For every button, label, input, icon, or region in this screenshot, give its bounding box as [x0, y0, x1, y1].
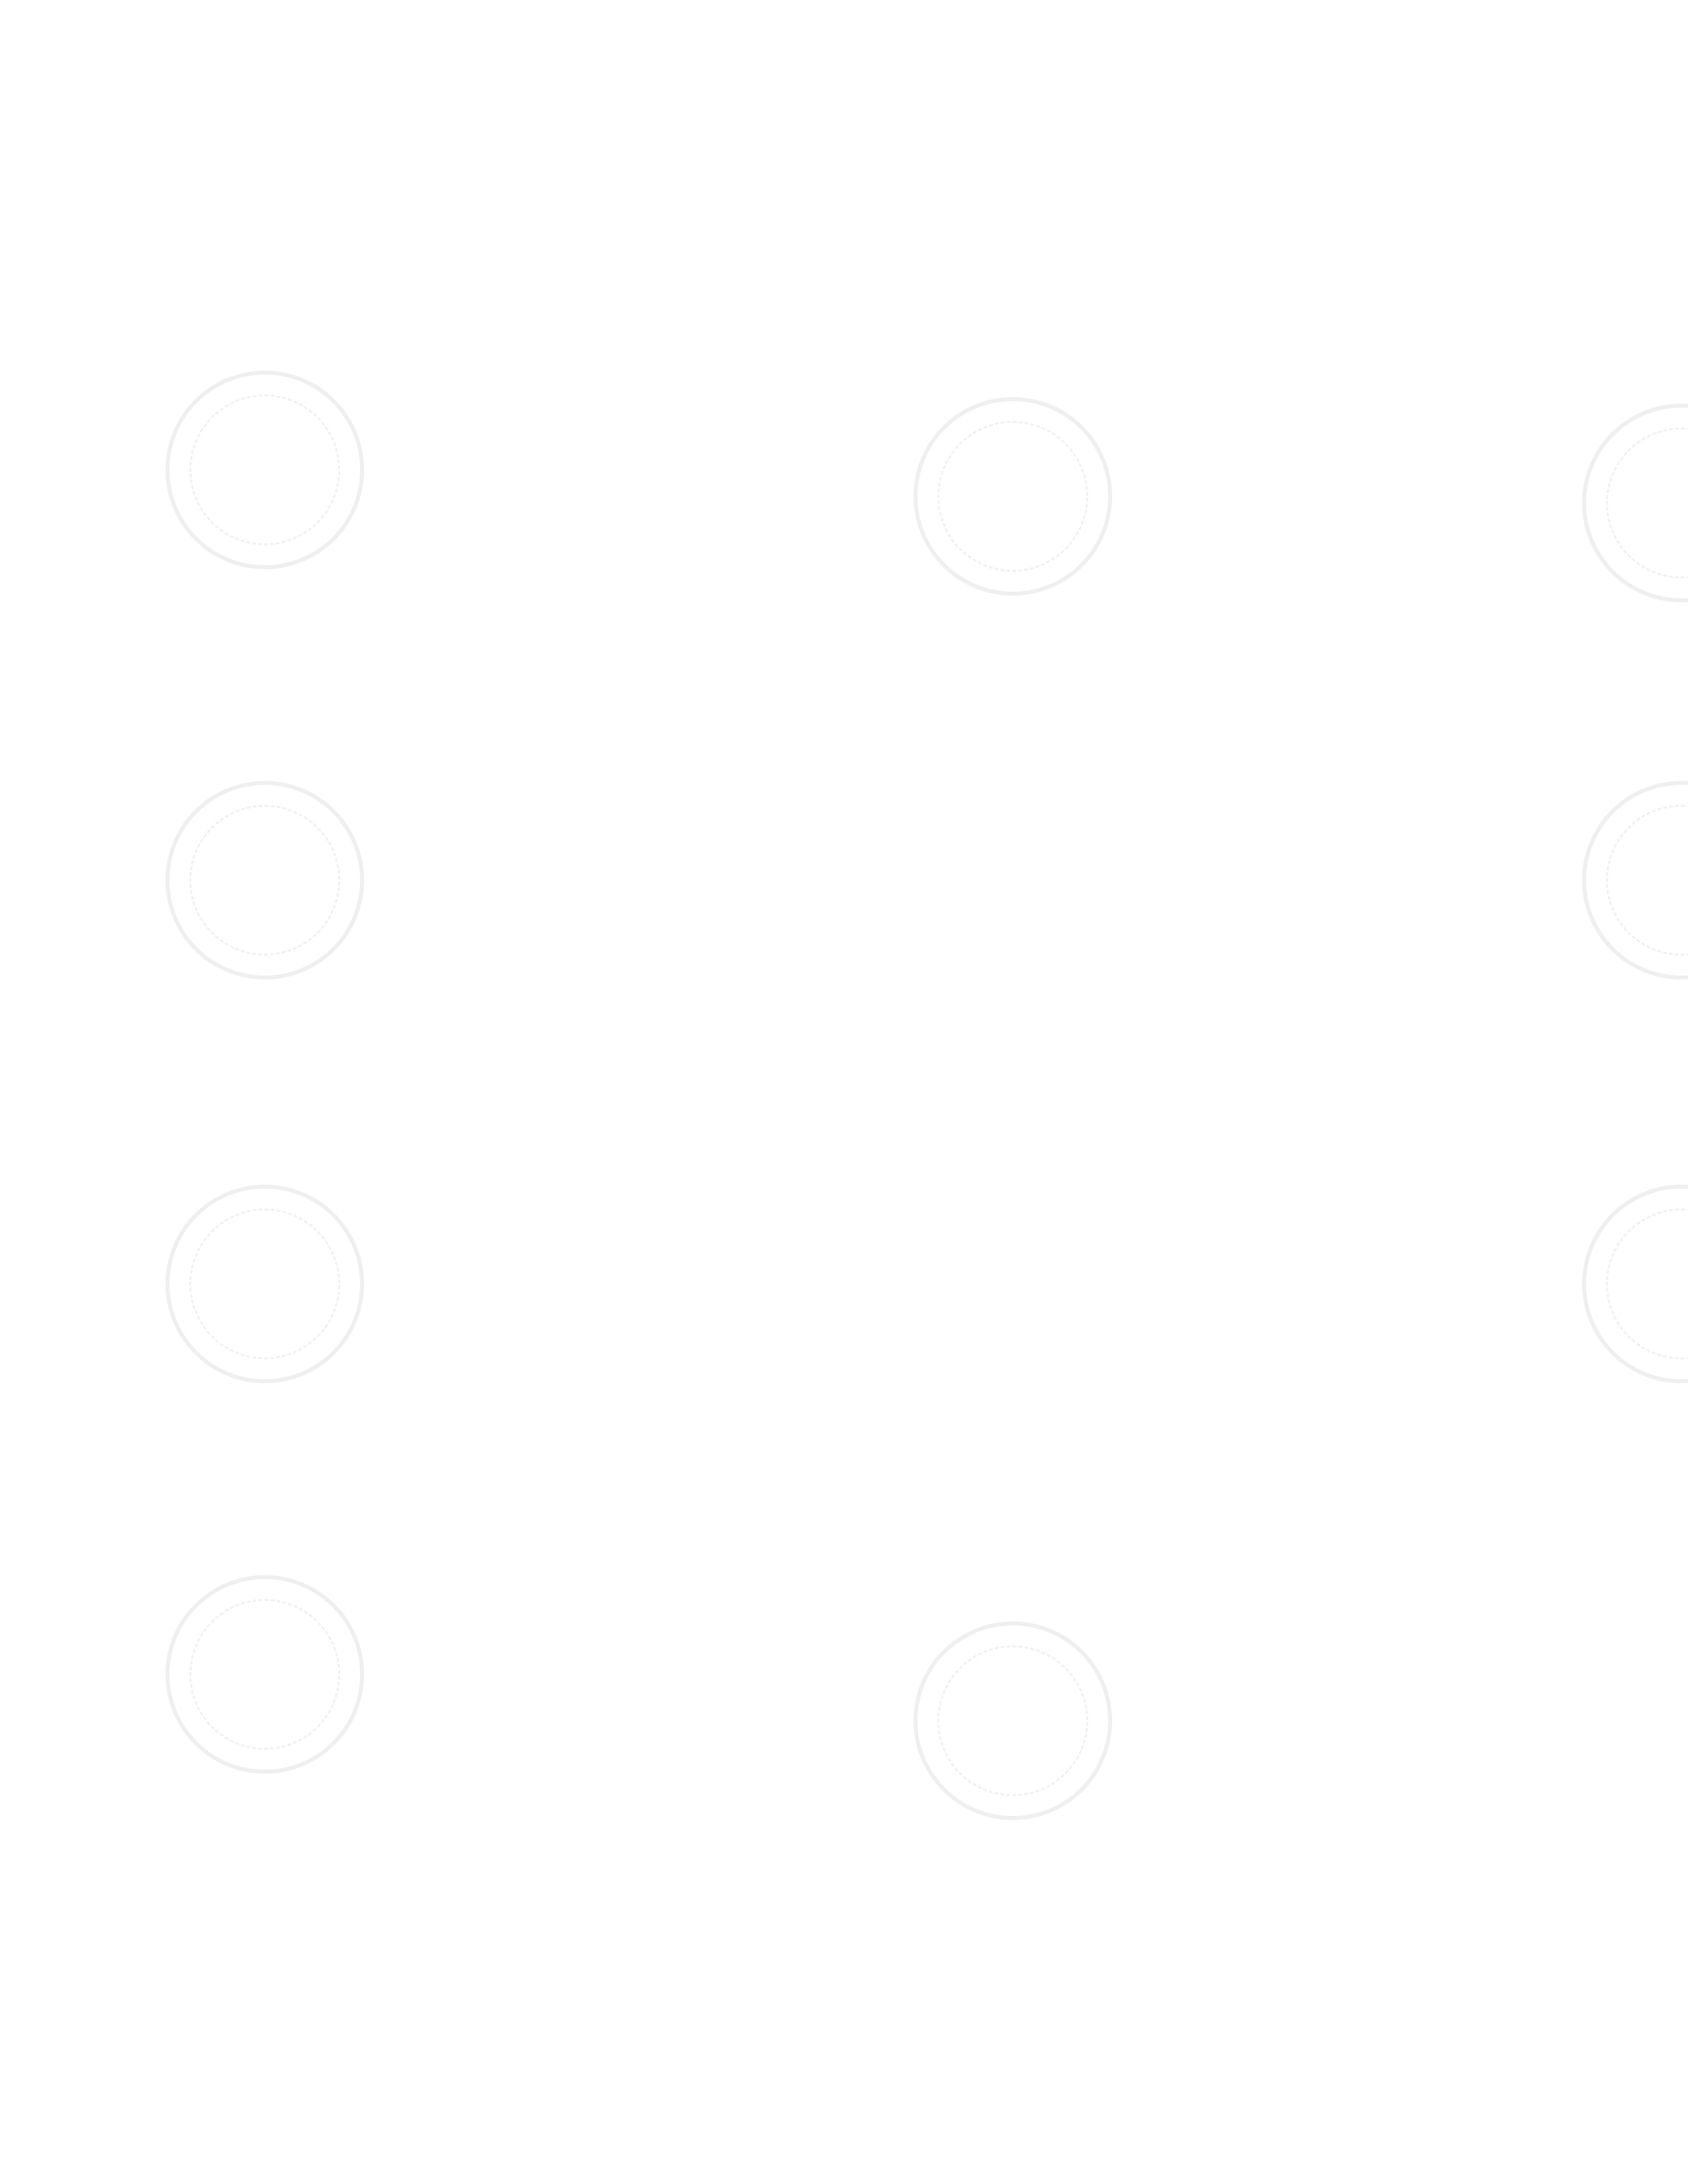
watermark-seal — [1582, 1185, 1688, 1383]
watermark-seal — [914, 1621, 1112, 1820]
watermark-seal — [165, 1575, 364, 1774]
curriculum-table — [0, 0, 1688, 1059]
watermark-seal — [165, 1185, 364, 1383]
